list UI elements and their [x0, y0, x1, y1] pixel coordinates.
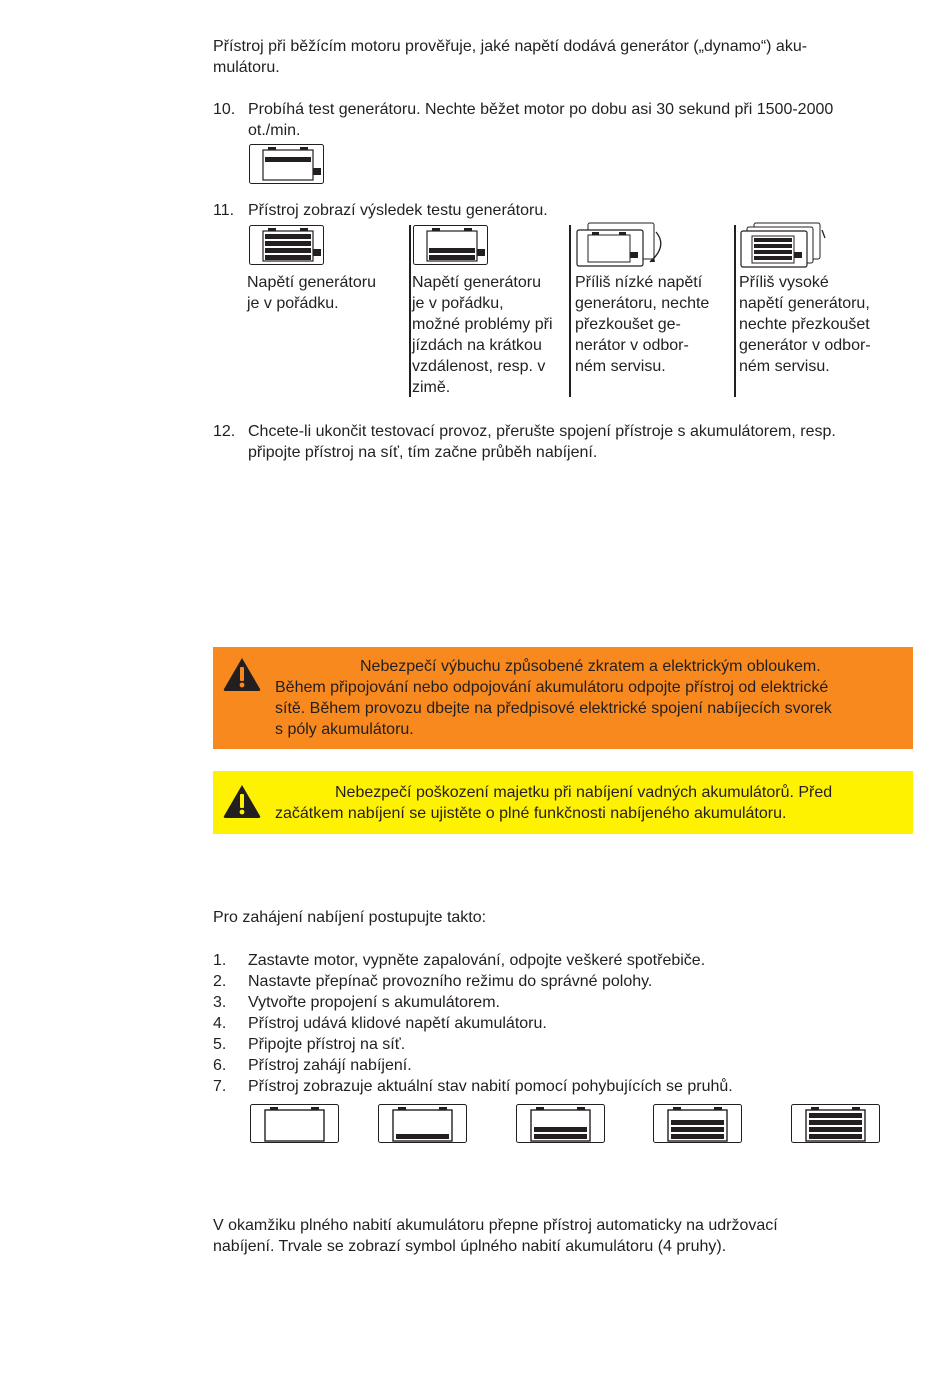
result-text-ok: Napětí generátoru je v pořádku.: [247, 274, 376, 312]
charging-step-text: Nastavte přepínač provozního režimu do správné polohy.: [248, 973, 653, 990]
caution-alert: [213, 771, 913, 834]
result-text-high-voltage: Příliš vysoké napětí generátoru, nechte přezkoušet generátor v odbor- ném servisu.: [739, 274, 871, 375]
warning-triangle-icon: [222, 656, 262, 692]
danger-alert-line-2: Během připojování nebo odpojování akumulátoru odpojte přístroj od elektrické: [275, 679, 829, 696]
charging-step-text: Přístroj zobrazuje aktuální stav nabití pomocí pohybujících se pruhů.: [248, 1078, 733, 1095]
charging-intro: Pro zahájení nabíjení postupujte takto:: [213, 909, 487, 926]
battery-low-voltage-icon: [576, 222, 668, 268]
charging-step-text: Přístroj udává klidové napětí akumulátoru.: [248, 1015, 547, 1032]
charging-step-text: Přístroj zahájí nabíjení.: [248, 1057, 412, 1074]
battery-charge-level-icon: [378, 1104, 467, 1143]
step-12-line-1: Chcete-li ukončit testovací provoz, přerušte spojení přístroje s akumulátorem, resp.: [248, 423, 836, 440]
danger-alert-line-1: Nebezpečí výbuchu způsobené zkratem a elektrickým obloukem.: [360, 658, 821, 675]
charging-step-number: 2.: [213, 973, 227, 990]
column-divider: [409, 225, 411, 397]
battery-ok-short-trips-icon: [413, 225, 488, 265]
battery-ok-icon: [249, 225, 324, 265]
result-text-low-voltage: Příliš nízké napětí generátoru, nechte přezkoušet ge- nerátor v odbor- ném servisu.: [575, 274, 710, 375]
result-text-ok-short-trips: Napětí generátoru je v pořádku, možné problémy při jízdách na krátkou vzdálenost, resp. v zimě.: [412, 274, 553, 396]
caution-alert-line-2: začátkem nabíjení se ujistěte o plné funkčnosti nabíjeného akumulátoru.: [275, 805, 787, 822]
step-10-line-2: ot./min.: [248, 122, 301, 139]
charging-step-number: 1.: [213, 952, 227, 969]
closing-line-1: V okamžiku plného nabití akumulátoru přepne přístroj automaticky na udržovací: [213, 1217, 778, 1234]
charging-step-text: Vytvořte propojení s akumulátorem.: [248, 994, 500, 1011]
danger-alert-line-3: sítě. Během provozu dbejte na předpisové elektrické spojení nabíjecích svorek: [275, 700, 832, 717]
step-12-number: 12.: [213, 423, 236, 440]
charging-step-number: 5.: [213, 1036, 227, 1053]
intro-line-1: Přístroj při běžícím motoru prověřuje, jaké napětí dodává generátor („dynamo“) aku-: [213, 38, 808, 55]
danger-alert: [213, 647, 913, 749]
charging-step-number: 3.: [213, 994, 227, 1011]
warning-triangle-icon: [222, 783, 262, 819]
caution-alert-line-1: Nebezpečí poškození majetku při nabíjení vadných akumulátorů. Před: [335, 784, 833, 801]
charging-step-number: 6.: [213, 1057, 227, 1074]
battery-charge-level-icon: [516, 1104, 605, 1143]
step-12-line-2: připojte přístroj na síť, tím začne průběh nabíjení.: [248, 444, 598, 461]
battery-charge-level-icon: [250, 1104, 339, 1143]
step-10-line-1: Probíhá test generátoru. Nechte běžet motor po dobu asi 30 sekund při 1500-2000: [248, 101, 834, 118]
step-11-text: Přístroj zobrazí výsledek testu generátoru.: [248, 202, 548, 219]
battery-charge-level-icon: [653, 1104, 742, 1143]
closing-line-2: nabíjení. Trvale se zobrazí symbol úplného nabití akumulátoru (4 pruhy).: [213, 1238, 727, 1255]
charging-step-text: Připojte přístroj na síť.: [248, 1036, 406, 1053]
battery-charge-level-icon: [791, 1104, 880, 1143]
step-10-number: 10.: [213, 101, 236, 118]
charging-step-text: Zastavte motor, vypněte zapalování, odpojte veškeré spotřebiče.: [248, 952, 706, 969]
step-11-number: 11.: [213, 202, 235, 219]
intro-line-2: mulátoru.: [213, 59, 280, 76]
charging-step-number: 7.: [213, 1078, 227, 1095]
battery-test-icon: [249, 144, 324, 184]
charging-step-number: 4.: [213, 1015, 227, 1032]
column-divider: [734, 225, 736, 397]
column-divider: [569, 225, 571, 397]
danger-alert-line-4: s póly akumulátoru.: [275, 721, 414, 738]
battery-high-voltage-icon: [740, 222, 832, 268]
